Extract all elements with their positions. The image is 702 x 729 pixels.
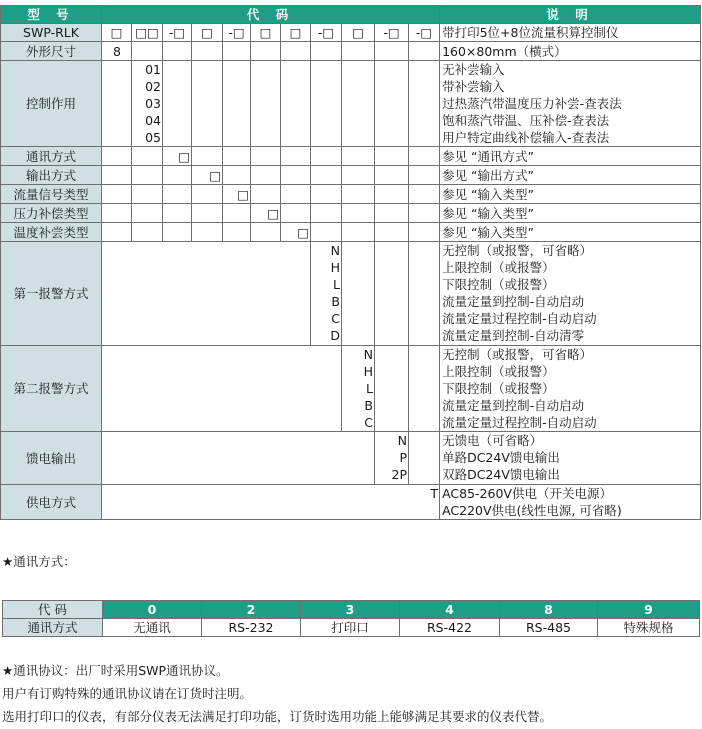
alarm2-code: L bbox=[366, 381, 373, 396]
alarm2-desc: 流量定量到控制-自动启动 bbox=[442, 398, 585, 413]
flow-signal-mark: □ bbox=[223, 185, 251, 204]
comm-value: RS-422 bbox=[400, 619, 500, 637]
size-label: 外形尺寸 bbox=[1, 42, 102, 61]
alarm1-label: 第一报警方式 bbox=[1, 242, 102, 346]
control-code: 04 bbox=[145, 113, 161, 128]
alarm1-descs bbox=[440, 242, 701, 346]
pressure-comp-label: 压力补偿类型 bbox=[1, 204, 102, 223]
control-desc: 无补尝输入 bbox=[442, 62, 505, 77]
code-header: 代 码 bbox=[102, 6, 440, 24]
note-special-protocol: 用户有订购特殊的通讯协议请在订货时注明。 bbox=[2, 686, 253, 701]
comm-value: 特殊规格 bbox=[598, 619, 700, 637]
comm-code: 8 bbox=[500, 601, 598, 619]
output-mark: □ bbox=[192, 166, 223, 185]
alarm2-code: B bbox=[364, 398, 373, 413]
alarm1-code: N bbox=[330, 243, 340, 258]
comm-code-table bbox=[2, 600, 700, 637]
feed-code: N bbox=[397, 433, 407, 448]
alarm1-desc: 上限控制（或报警） bbox=[442, 260, 555, 275]
control-code: 03 bbox=[145, 96, 161, 111]
feed-desc: 无馈电（可省略） bbox=[442, 433, 543, 448]
feed-label: 馈电输出 bbox=[1, 432, 102, 485]
alarm2-desc: 下限控制（或报警） bbox=[442, 381, 555, 396]
alarm1-desc: 流量定量过程控制-自动启动 bbox=[442, 311, 597, 326]
feed-desc: 单路DC24V馈电输出 bbox=[442, 450, 560, 465]
comm-label: 通讯方式 bbox=[1, 147, 102, 166]
code-slot: -□ bbox=[375, 24, 409, 42]
control-code: 01 bbox=[145, 62, 161, 77]
power-desc: AC85-260V供电（开关电源） bbox=[442, 486, 612, 501]
alarm1-code: H bbox=[330, 260, 340, 275]
control-label: 控制作用 bbox=[1, 61, 102, 147]
code-slot: □ bbox=[342, 24, 375, 42]
code-slot: -□ bbox=[409, 24, 440, 42]
alarm1-code: C bbox=[331, 311, 340, 326]
feed-code: 2P bbox=[391, 467, 407, 482]
control-codes bbox=[132, 61, 163, 147]
comm-section-title: ★通讯方式： bbox=[2, 554, 76, 569]
size-code: 8 bbox=[102, 42, 132, 61]
feed-desc: 双路DC24V馈电输出 bbox=[442, 467, 560, 482]
alarm1-code: L bbox=[333, 277, 340, 292]
feed-codes bbox=[375, 432, 409, 485]
code-slot: -□ bbox=[311, 24, 342, 42]
alarm2-codes bbox=[342, 346, 375, 432]
code-slot: □ bbox=[192, 24, 223, 42]
size-desc: 160×80mm（横式） bbox=[440, 42, 701, 61]
temp-comp-label: 温度补尝类型 bbox=[1, 223, 102, 242]
code-slot: -□ bbox=[163, 24, 192, 42]
control-desc: 用户特定曲线补偿输入-查表法 bbox=[442, 130, 610, 145]
alarm2-desc: 无控制（或报警，可省略） bbox=[442, 347, 593, 362]
power-descs bbox=[440, 485, 701, 520]
alarm1-desc: 下限控制（或报警） bbox=[442, 277, 555, 292]
temp-comp-mark: □ bbox=[281, 223, 311, 242]
code-slot: □□ bbox=[132, 24, 163, 42]
control-desc: 过热蒸汽带温度压力补尝-查表法 bbox=[442, 96, 622, 111]
alarm2-code: N bbox=[363, 347, 373, 362]
comm-desc: 参见 “通讯方式” bbox=[440, 147, 701, 166]
alarm1-codes bbox=[311, 242, 342, 346]
comm-value: RS-232 bbox=[202, 619, 301, 637]
power-desc: AC220V供电(线性电源, 可省略) bbox=[442, 503, 622, 518]
comm-mark: □ bbox=[163, 147, 192, 166]
comm-row-label: 通讯方式 bbox=[3, 619, 103, 637]
alarm2-desc: 上限控制（或报警） bbox=[442, 364, 555, 379]
comm-code: 3 bbox=[301, 601, 400, 619]
comm-value: RS-485 bbox=[500, 619, 598, 637]
comm-code: 2 bbox=[202, 601, 301, 619]
output-desc: 参见 “输出方式” bbox=[440, 166, 701, 185]
feed-descs bbox=[440, 432, 701, 485]
code-slot: □ bbox=[102, 24, 132, 42]
output-label: 输出方式 bbox=[1, 166, 102, 185]
model-label: SWP-RLK bbox=[1, 24, 102, 42]
alarm1-code: B bbox=[331, 294, 340, 309]
pressure-comp-desc: 参见 “输入类型” bbox=[440, 204, 701, 223]
alarm1-desc: 流量定量到控制-自动启动 bbox=[442, 294, 585, 309]
note-protocol: ★通讯协议：出厂时采用SWP通讯协议。 bbox=[2, 663, 229, 678]
comm-code: 0 bbox=[103, 601, 202, 619]
model-desc: 带打印5位+8位流量积算控制仪 bbox=[440, 24, 701, 42]
code-slot: □ bbox=[251, 24, 281, 42]
feed-code: P bbox=[399, 450, 407, 465]
alarm2-code: H bbox=[363, 364, 373, 379]
alarm2-code: C bbox=[364, 415, 373, 430]
model-header: 型 号 bbox=[1, 6, 102, 24]
control-code: 02 bbox=[145, 79, 161, 94]
pressure-comp-mark: □ bbox=[251, 204, 281, 223]
power-code: T bbox=[102, 485, 440, 520]
alarm2-label: 第二报警方式 bbox=[1, 346, 102, 432]
note-print-port: 选用打印口的仪表，有部分仪表无法满足打印功能，订货时选用功能上能够满足其要求的仪表代替。 bbox=[2, 709, 553, 724]
comm-value: 无通讯 bbox=[103, 619, 202, 637]
comm-value: 打印口 bbox=[301, 619, 400, 637]
flow-signal-desc: 参见 “输入类型” bbox=[440, 185, 701, 204]
control-descs bbox=[440, 61, 701, 147]
control-code: 05 bbox=[145, 130, 161, 145]
code-slot: □ bbox=[281, 24, 311, 42]
temp-comp-desc: 参见 “输入类型” bbox=[440, 223, 701, 242]
model-selection-table bbox=[0, 5, 701, 520]
alarm1-desc: 流量定量到控制-自动清零 bbox=[442, 328, 585, 343]
control-desc: 带补尝输入 bbox=[442, 79, 505, 94]
control-desc: 饱和蒸汽带温、压补偿-查表法 bbox=[442, 113, 610, 128]
alarm2-desc: 流量定量过程控制-自动启动 bbox=[442, 415, 597, 430]
comm-code: 9 bbox=[598, 601, 700, 619]
comm-code-header-label: 代 码 bbox=[3, 601, 103, 619]
power-label: 供电方式 bbox=[1, 485, 102, 520]
flow-signal-label: 流量信号类型 bbox=[1, 185, 102, 204]
desc-header: 说 明 bbox=[440, 6, 701, 24]
comm-code: 4 bbox=[400, 601, 500, 619]
alarm2-descs bbox=[440, 346, 701, 432]
alarm1-desc: 无控制（或报警，可省略） bbox=[442, 243, 593, 258]
alarm1-code: D bbox=[330, 328, 340, 343]
code-slot: -□ bbox=[223, 24, 251, 42]
